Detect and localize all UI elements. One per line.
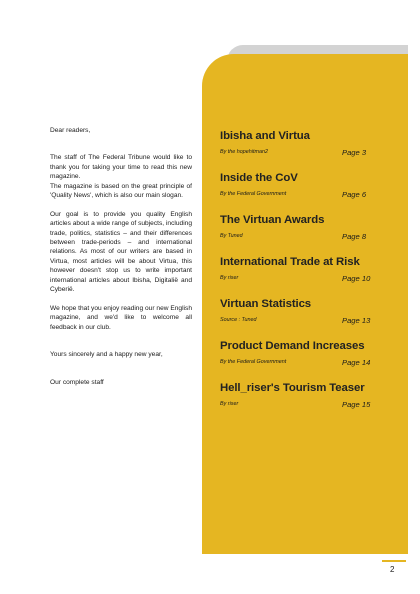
toc-entry[interactable]: [220, 298, 400, 340]
toc-entry-page: Page 14: [342, 358, 371, 367]
toc-entry-page: Page 13: [342, 316, 371, 325]
toc-entry[interactable]: [220, 130, 400, 172]
toc-entry-title: Hell_riser's Tourism Teaser: [220, 382, 365, 394]
toc-entry-page: Page 6: [342, 190, 367, 199]
toc-entry-byline: By the Federal Government: [220, 359, 287, 365]
table-of-contents: [220, 130, 400, 424]
toc-entry-page: Page 8: [342, 232, 367, 241]
letter-signature: Our complete staff: [50, 378, 104, 386]
toc-entry-byline: By the Federal Government: [220, 191, 287, 197]
letter-closing: Yours sincerely and a happy new year,: [50, 351, 163, 359]
toc-entry-byline: By the hopehitman2: [220, 149, 268, 155]
letter-paragraph-3: Our goal is to provide you quality English articles about a wide range of subjects, including trade, politics, statistics – and their differences between trade-periods – and international relations. As most of our writers are based in Virtua, most articles will be about Virtua, this however doesn't stop us to write important international articles about Ibisha, Digitalië and Cyberië.: [50, 210, 192, 294]
toc-entry-byline: By Tuned: [220, 233, 243, 239]
toc-entry-title: Virtuan Statistics: [220, 298, 312, 310]
letter-paragraph-1-text: The staff of The Federal Tribune would like to thank you for taking your time to read this new magazine.: [50, 154, 192, 181]
toc-entry-title: Ibisha and Virtua: [220, 130, 310, 142]
toc-entry-byline: By riser: [220, 275, 239, 281]
toc-entry-title: Inside the CoV: [220, 172, 298, 184]
toc-entry-byline: By riser: [220, 401, 239, 407]
toc-entry[interactable]: [220, 172, 400, 214]
toc-entry-title: The Virtuan Awards: [220, 214, 325, 226]
footer-accent-line: [382, 560, 406, 562]
toc-entry[interactable]: [220, 214, 400, 256]
toc-entry[interactable]: [220, 256, 400, 298]
toc-entry-title: International Trade at Risk: [220, 256, 360, 268]
page-number: 2: [390, 565, 395, 574]
toc-entry[interactable]: [220, 340, 400, 382]
editorial-letter: [50, 126, 192, 396]
toc-entry[interactable]: [220, 382, 400, 424]
toc-entry-page: Page 15: [342, 400, 371, 409]
toc-entry-page: Page 10: [342, 274, 371, 283]
letter-salutation: Dear readers,: [50, 127, 91, 134]
letter-paragraph-1: [50, 153, 192, 181]
toc-entry-byline: Source : Tuned: [220, 317, 257, 323]
toc-entry-page: Page 3: [342, 148, 367, 157]
letter-paragraph-4: We hope that you enjoy reading our new English magazine, and we'd like to welcome all feedback in our club.: [50, 304, 192, 331]
toc-entry-title: Product Demand Increases: [220, 340, 365, 352]
letter-paragraph-2: The magazine is based on the great principle of 'Quality News', which is also our main slogan.: [50, 182, 192, 200]
